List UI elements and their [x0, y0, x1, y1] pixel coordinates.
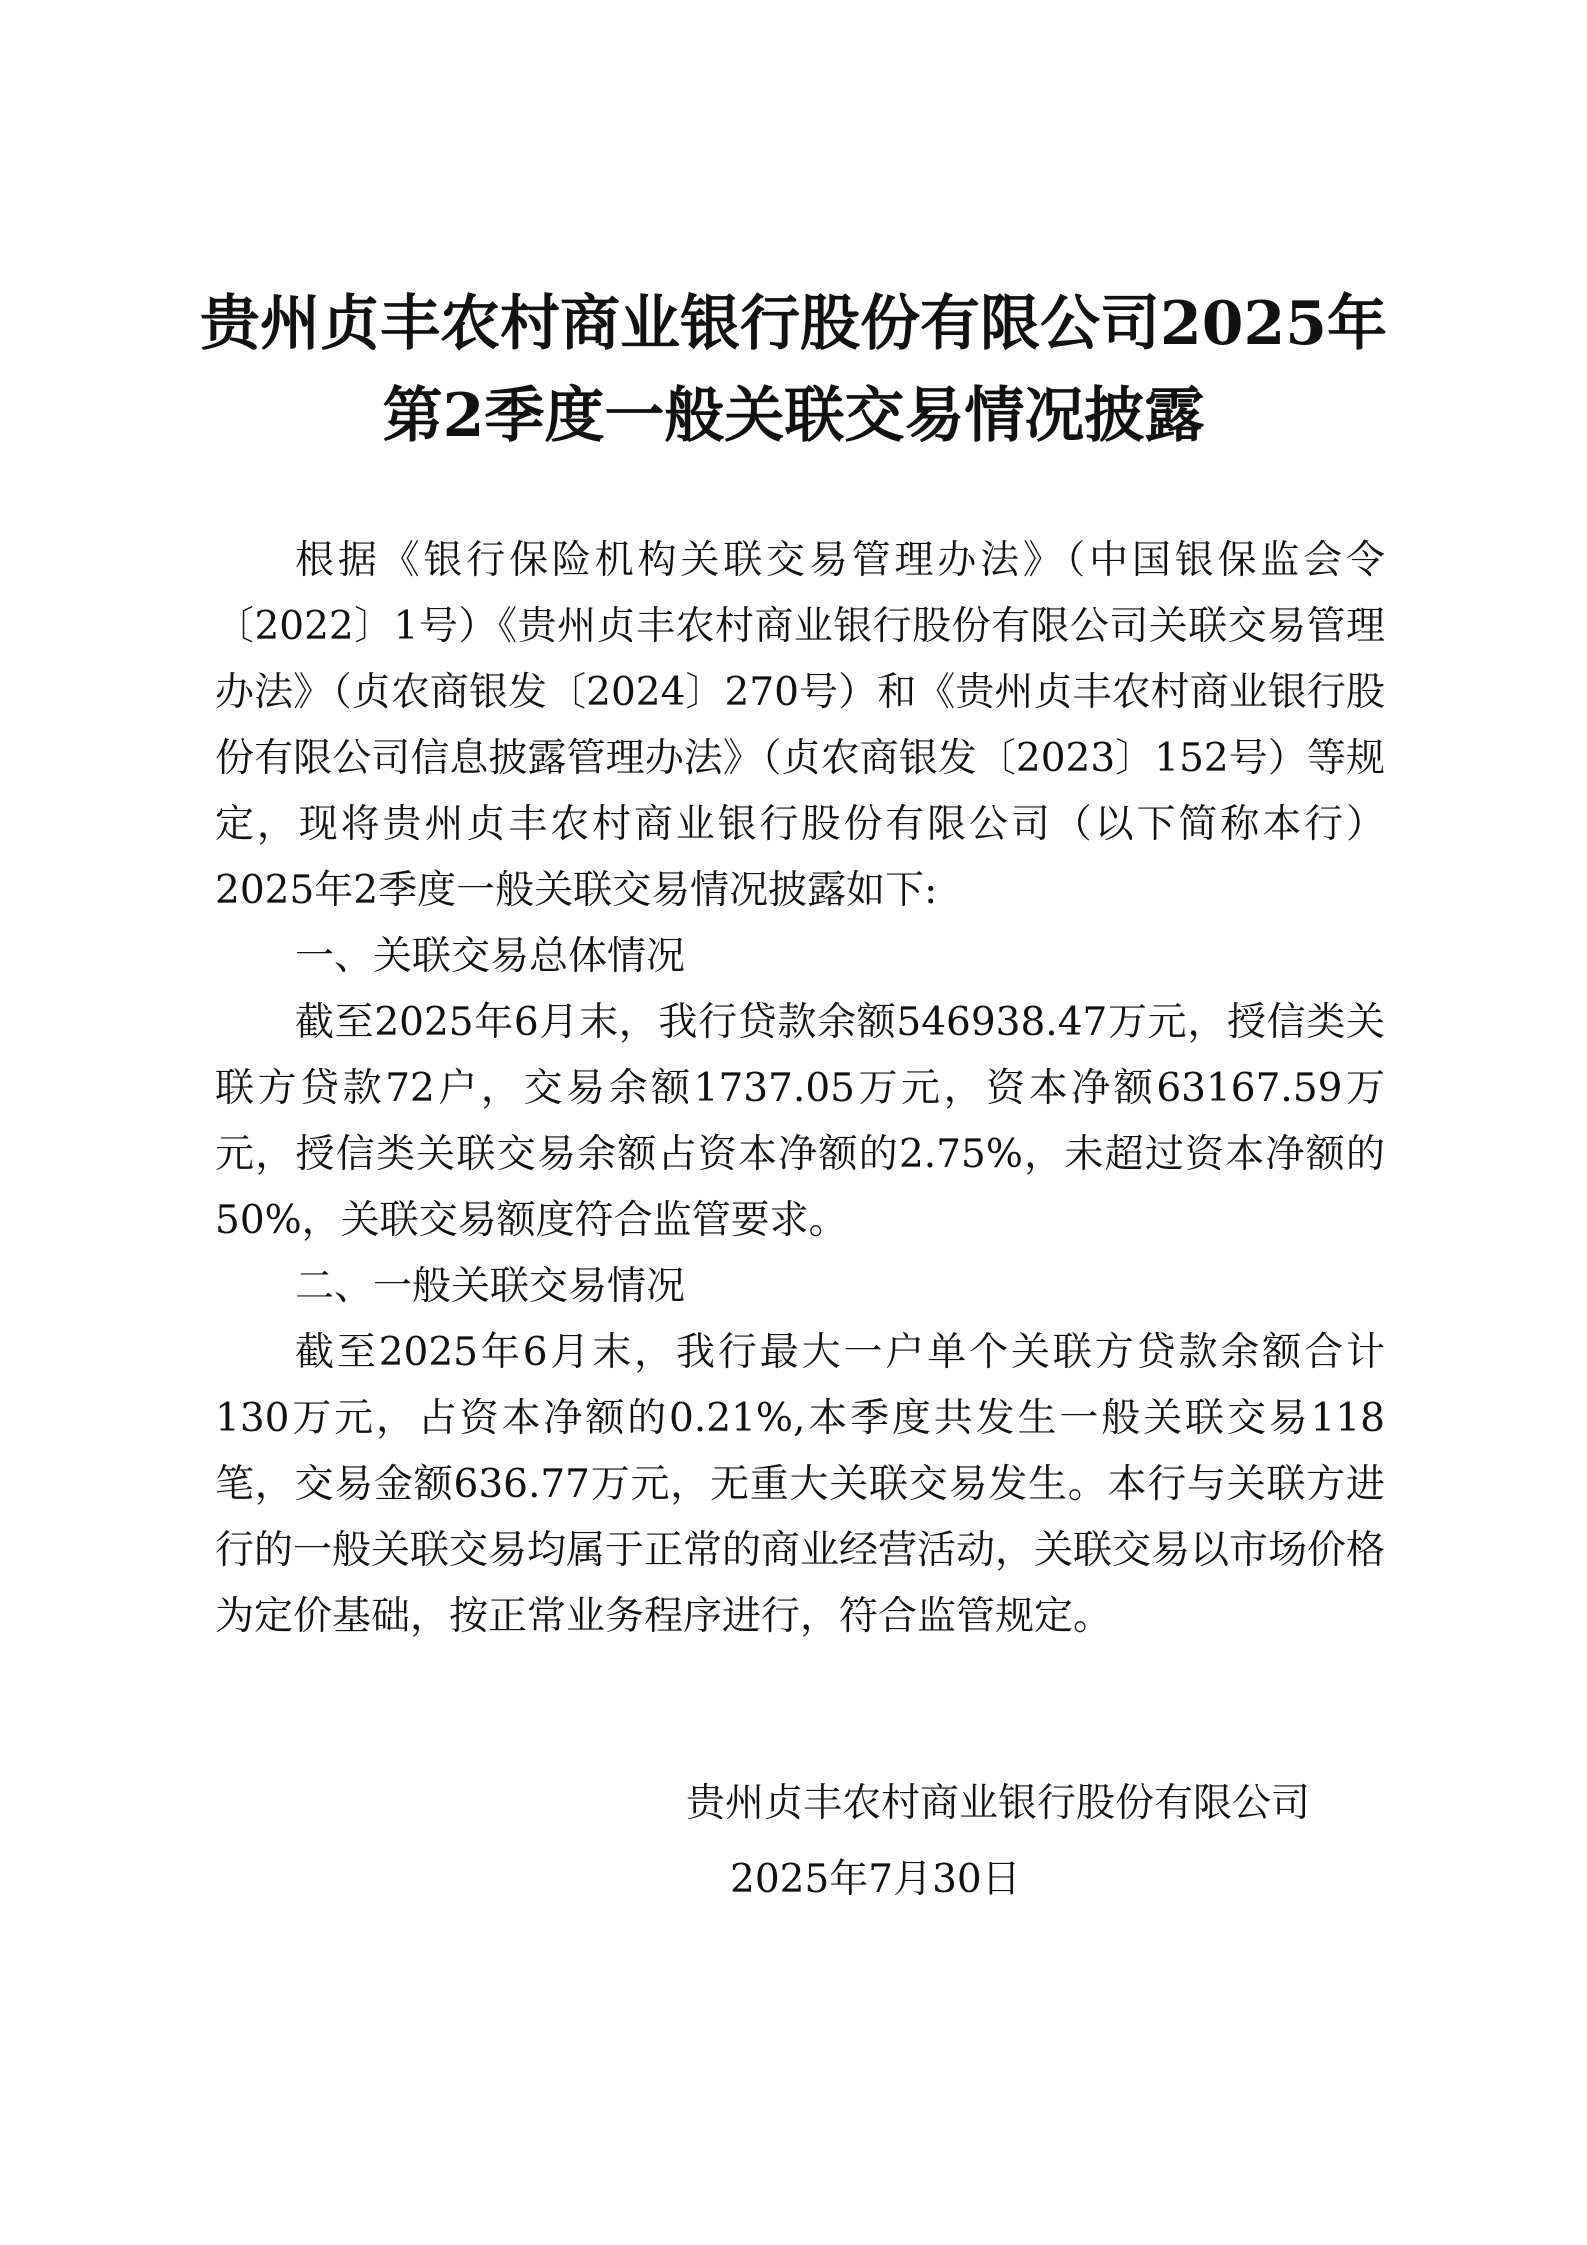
section-2-heading: 二、一般关联交易情况 — [295, 1264, 686, 1309]
title-line-1: 贵州贞丰农村商业银行股份有限公司2025年 — [200, 289, 1387, 359]
intro-paragraph: 根据《银行保险机构关联交易管理办法》（中国银保监会令〔2022〕1号）《贵州贞丰农村商业银行股份有限公司关联交易管理办法》（贞农商银发〔2024〕270号）和《贵州贞丰农村商业银行股份有限公司信息披露管理办法》（贞农商银发〔2023〕152号）等规定，现将贵州贞丰农村商业银行股份有限公司（以下简称本行）2025年2季度一般关联交易情况披露如下: — [215, 538, 1385, 913]
title-line-2: 第2季度一般关联交易情况披露 — [382, 381, 1205, 451]
section-2-paragraph: 截至2025年6月末，我行最大一户单个关联方贷款余额合计130万元，占资本净额的0.21%,本季度共发生一般关联交易118笔，交易金额636.77万元，无重大关联交易发生。本行与关联方进行的一般关联交易均属于正常的商业经营活动，关联交易以市场价格为定价基础，按正常业务程序进行，符合监管规定。 — [215, 1330, 1386, 1639]
signature-organization: 贵州贞丰农村商业银行股份有限公司 — [685, 1781, 1310, 1826]
document-body — [215, 528, 1385, 1650]
signature-date: 2025年7月30日 — [730, 1857, 1021, 1902]
section-1-paragraph: 截至2025年6月末，我行贷款余额546938.47万元，授信类关联方贷款72户，交易余额1737.05万元，资本净额63167.59万元，授信类关联交易余额占资本净额的2.75%，未超过资本净额的50%，关联交易额度符合监管要求。 — [215, 1000, 1385, 1243]
signature-block — [560, 1766, 1310, 1918]
document-title — [200, 278, 1387, 462]
section-1-heading: 一、关联交易总体情况 — [295, 934, 686, 979]
